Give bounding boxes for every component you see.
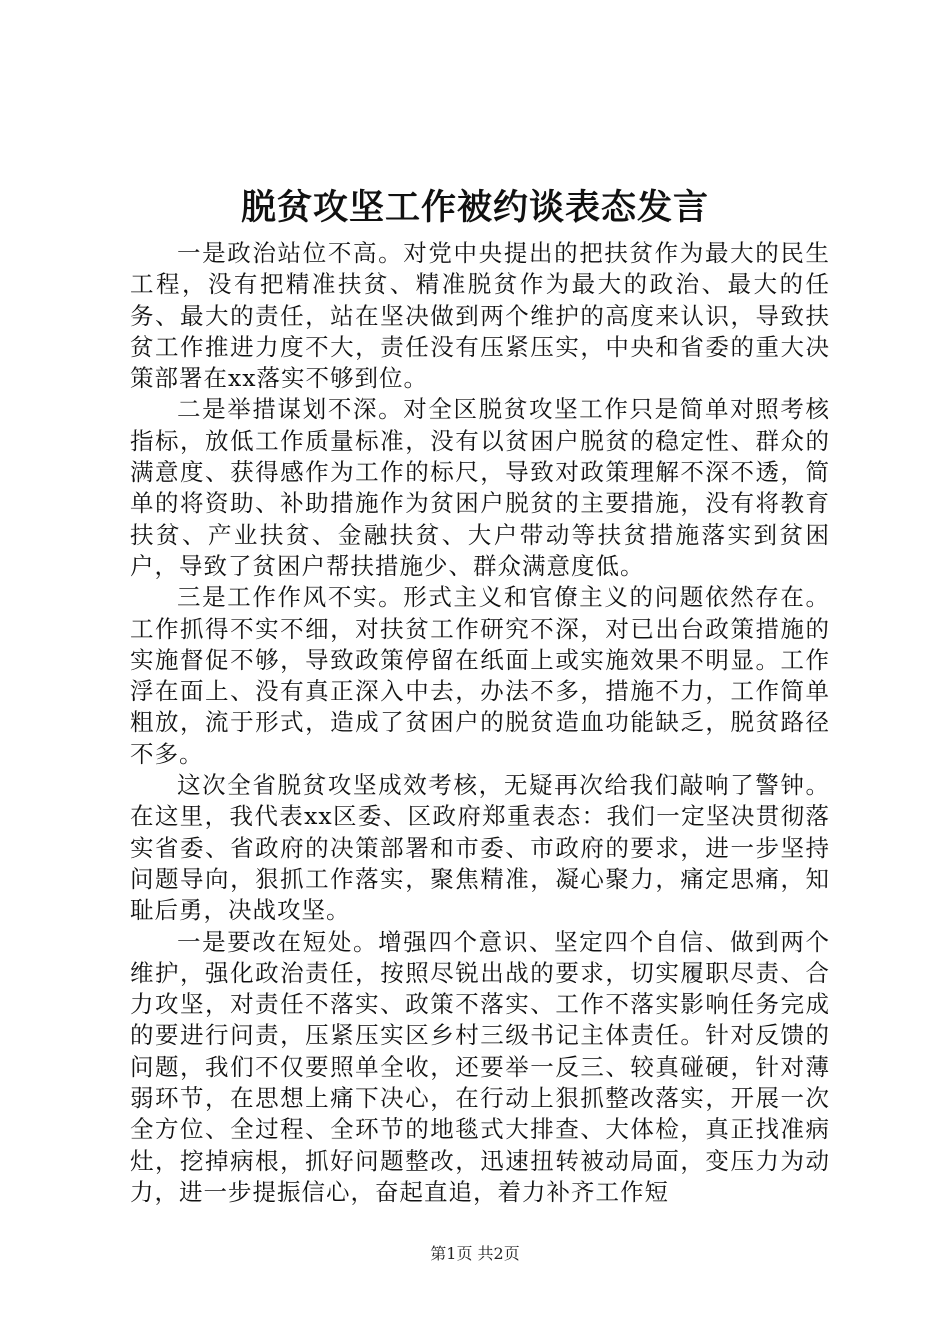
paragraph-work-style: 三是工作作风不实。形式主义和官僚主义的问题依然存在。工作抓得不实不细，对扶贫工作研究不深，对已出台政策措施的实施督促不够，导致政策停留在纸面上或实施效果不明显。工作浮在面上、没有真正深入中去，办法不多，措施不力，工作简单粗放，流于形式，造成了贫困户的脱贫造血功能缺乏，脱贫路径不多。	[130, 583, 830, 768]
page-number-footer: 第1页 共2页	[430, 1244, 520, 1263]
document-body	[130, 238, 830, 1208]
paragraph-measures-planning: 二是举措谋划不深。对全区脱贫攻坚工作只是简单对照考核指标，放低工作质量标准，没有以贫困户脱贫的稳定性、群众的满意度、获得感作为工作的标尺，导致对政策理解不深不透，简单的将资助、补助措施作为贫困户脱贫的主要措施，没有将教育扶贫、产业扶贫、金融扶贫、大户带动等扶贫措施落实到贫困户，导致了贫困户帮扶措施少、群众满意度低。	[130, 395, 830, 580]
paragraph-pledge: 这次全省脱贫攻坚成效考核，无疑再次给我们敲响了警钟。在这里，我代表xx区委、区政府郑重表态：我们一定坚决贯彻落实省委、省政府的决策部署和市委、市政府的要求，进一步坚持问题导向，狠抓工作落实，聚焦精准，凝心聚力，痛定思痛，知耻后勇，决战攻坚。	[130, 771, 830, 925]
paragraph-fix-shortcomings: 一是要改在短处。增强四个意识、坚定四个自信、做到两个维护，强化政治责任，按照尽锐出战的要求，切实履职尽责、合力攻坚，对责任不落实、政策不落实、工作不落实影响任务完成的要进行问责，压紧压实区乡村三级书记主体责任。针对反馈的问题，我们不仅要照单全收，还要举一反三、较真碰硬，针对薄弱环节，在思想上痛下决心，在行动上狠抓整改落实，开展一次全方位、全过程、全环节的地毯式大排查、大体检，真正找准病灶，挖掉病根，抓好问题整改，迅速扭转被动局面，变压力为动力，进一步提振信心，奋起直追，着力补齐工作短	[130, 927, 830, 1206]
document-title: 脱贫攻坚工作被约谈表态发言	[240, 187, 709, 228]
paragraph-political-stance: 一是政治站位不高。对党中央提出的把扶贫作为最大的民生工程，没有把精准扶贫、精准脱贫作为最大的政治、最大的任务、最大的责任，站在坚决做到两个维护的高度来认识，导致扶贫工作推进力度不大，责任没有压紧压实，中央和省委的重大决策部署在xx落实不够到位。	[130, 239, 830, 393]
